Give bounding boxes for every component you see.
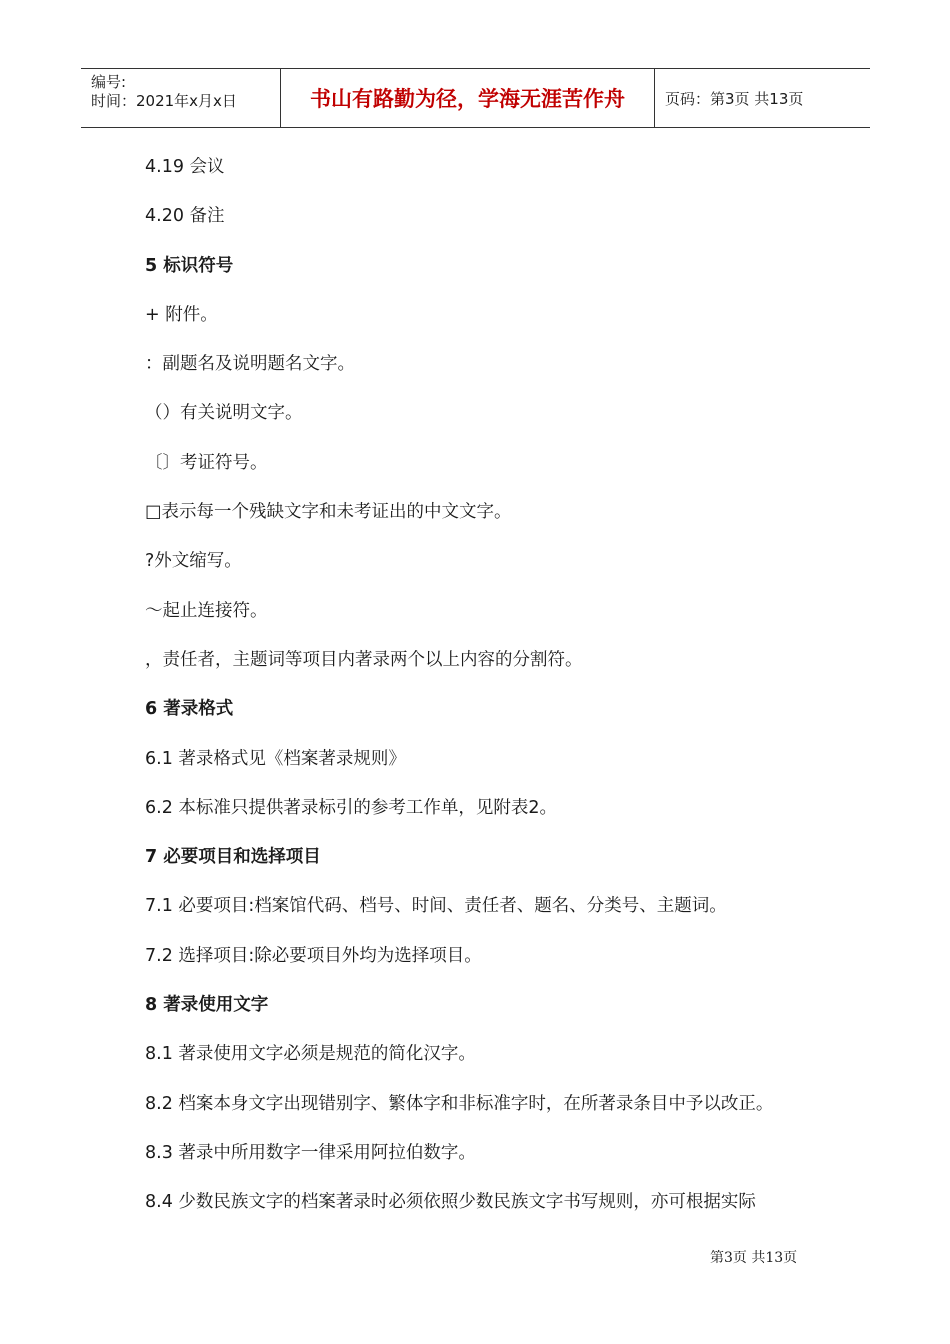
- body-paragraph: 8.4 少数民族文字的档案著录时必须依照少数民族文字书写规则，亦可根据实际: [145, 1192, 756, 1213]
- header-date: 时间：2021年x月x日: [91, 92, 237, 110]
- header-meta-cell: [81, 69, 281, 127]
- body-paragraph: ，责任者，主题词等项目内著录两个以上内容的分割符。: [145, 649, 583, 670]
- body-paragraph: 4.20 备注: [145, 206, 225, 227]
- body-paragraph: ：副题名及说明题名文字。: [145, 354, 355, 375]
- body-paragraph: ?外文缩写。: [145, 551, 242, 572]
- page-footer: 第3页 共13页: [710, 1250, 798, 1266]
- body-paragraph: 6.1 著录格式见《档案著录规则》: [145, 748, 406, 769]
- header-code-label: 编号:: [91, 73, 127, 91]
- body-paragraph: 7.1 必要项目:档案馆代码、档号、时间、责任者、题名、分类号、主题词。: [145, 896, 727, 917]
- section-heading: 6 著录格式: [145, 699, 234, 720]
- header-page-info: 页码：第3页 共13页: [665, 89, 804, 108]
- body-paragraph: ～起止连接符。: [145, 600, 268, 621]
- body-paragraph: □表示每一个残缺文字和未考证出的中文文字。: [145, 502, 512, 523]
- page-header: [81, 68, 870, 128]
- section-heading: 7 必要项目和选择项目: [145, 847, 321, 868]
- body-paragraph: 4.19 会议: [145, 157, 225, 177]
- section-heading: 8 著录使用文字: [145, 995, 269, 1016]
- section-heading: 5 标识符号: [145, 255, 234, 276]
- body-paragraph: 8.2 档案本身文字出现错别字、繁体字和非标准字时，在所著录条目中予以改正。: [145, 1093, 774, 1114]
- body-paragraph: （）有关说明文字。: [145, 403, 303, 424]
- body-paragraph: + 附件。: [145, 304, 218, 325]
- body-paragraph: 〔〕考证符号。: [145, 452, 268, 473]
- body-paragraph: 7.2 选择项目:除必要项目外均为选择项目。: [145, 945, 482, 966]
- document-body: [145, 146, 825, 1231]
- body-paragraph: 6.2 本标准只提供著录标引的参考工作单，见附表2。: [145, 797, 558, 818]
- body-paragraph: 8.1 著录使用文字必须是规范的简化汉字。: [145, 1044, 476, 1065]
- body-paragraph: 8.3 著录中所用数字一律采用阿拉伯数字。: [145, 1142, 476, 1163]
- header-motto: 书山有路勤为径，学海无涯苦作舟: [281, 69, 655, 127]
